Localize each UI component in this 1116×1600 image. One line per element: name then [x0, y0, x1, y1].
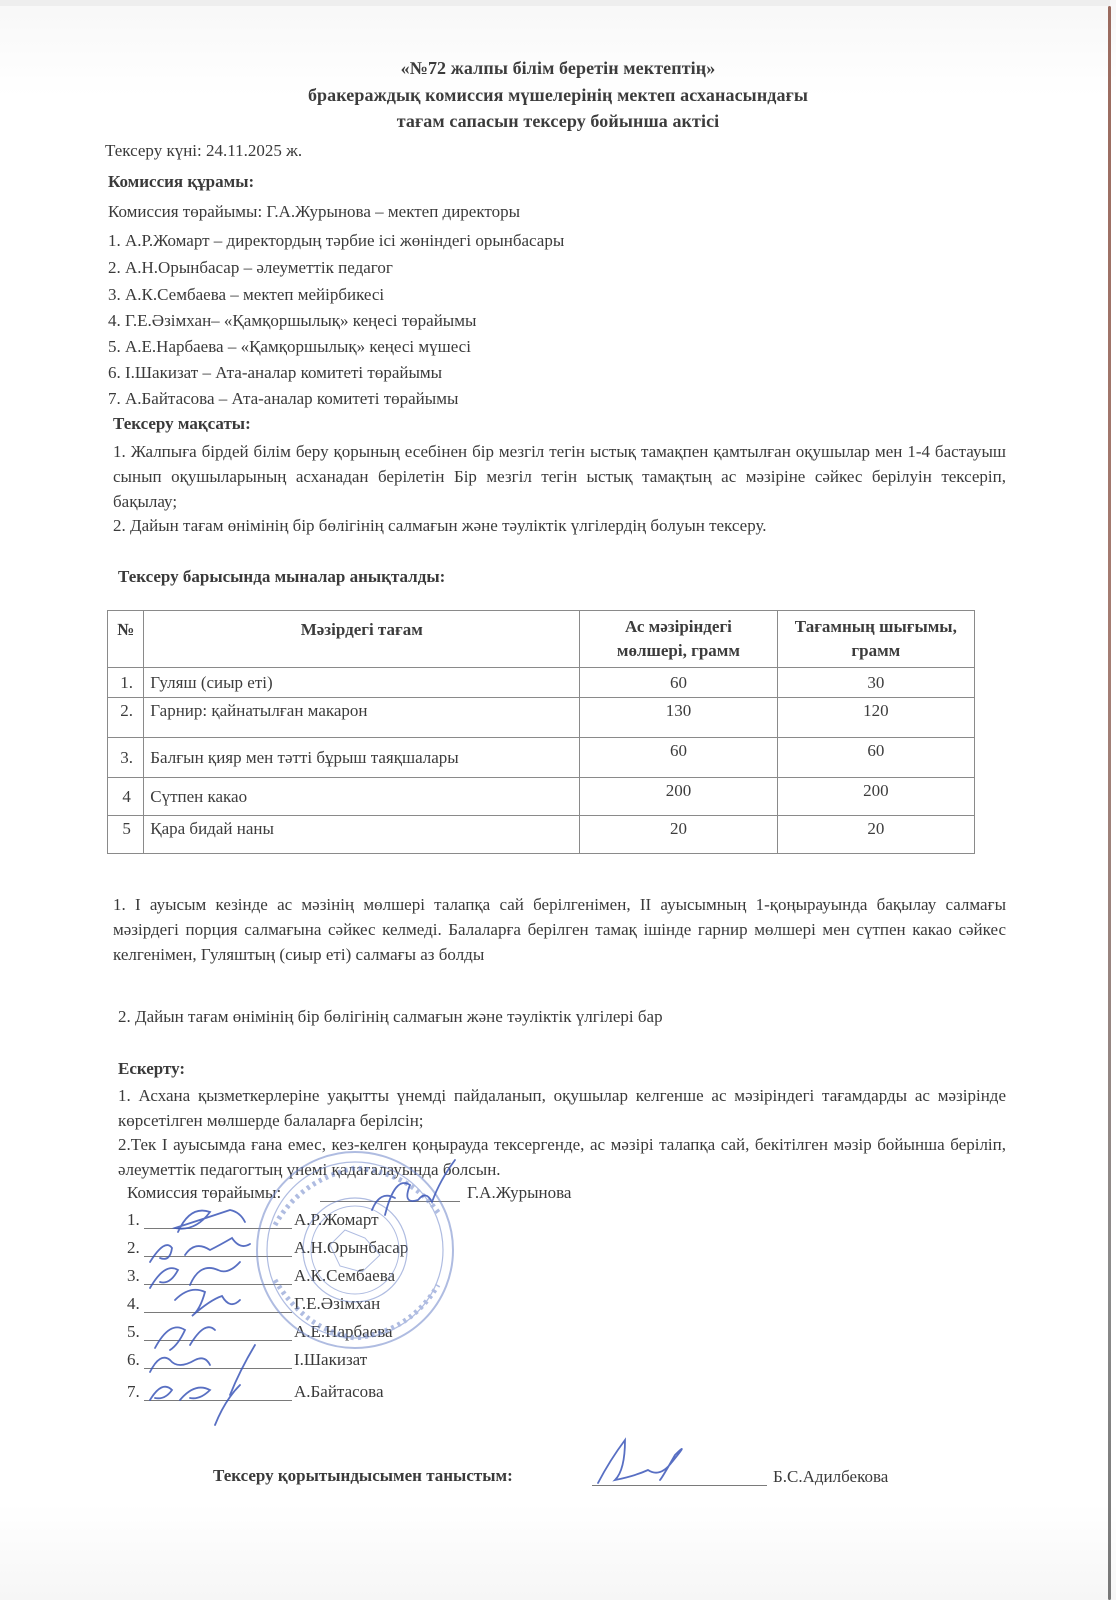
- table-row: [108, 816, 975, 854]
- row-actual-grams: 30: [777, 668, 974, 698]
- row-dish: Балғын қияр мен тәтті бұрыш таяқшалары: [144, 738, 580, 778]
- note-1: 1. Асхана қызметкерлеріне уақытты үнемді пайдаланып, оқушылар келгенше ас мәзіріндегі тағамдарды ас мәзірінде көрсетілген мөлшерде балаларға берілсін;: [118, 1086, 1006, 1130]
- member-sign-name: А.Р.Жомарт: [294, 1210, 379, 1229]
- table-row: [108, 698, 975, 738]
- acknowledged-name: Б.С.Адилбекова: [773, 1467, 889, 1486]
- document-title-line-1: «№72 жалпы білім беретін мектептің»: [400, 58, 716, 78]
- member-signature-line: [144, 1228, 292, 1229]
- member-signature-line: [144, 1368, 292, 1369]
- header-num: №: [108, 611, 144, 668]
- table-header-row: [108, 611, 975, 668]
- member-sign-num: 4.: [127, 1294, 140, 1313]
- row-dish: Гарнир: қайнатылған макарон: [144, 698, 580, 738]
- purpose-heading: Тексеру мақсаты:: [113, 414, 251, 433]
- commission-member: 4. Г.Е.Әзімхан– «Қамқоршылық» кеңесі төрайымы: [108, 311, 477, 330]
- member-signature-line: [144, 1312, 292, 1313]
- chair-signature-line: [320, 1201, 460, 1202]
- commission-chair: Комиссия төрайымы: Г.А.Журынова – мектеп директоры: [108, 202, 521, 221]
- note-2: 2.Тек І ауысымда ғана емес, кез-келген қоңырауда тексергенде, ас мәзірі талапқа сай, бекітілген мәзір бойынша беріліп, әлеуметтік педагогтың үнемі қадағалауында болсын.: [118, 1135, 1006, 1179]
- row-menu-grams: 60: [580, 738, 777, 778]
- row-dish: Қара бидай наны: [144, 816, 580, 854]
- member-sign-num: 2.: [127, 1238, 140, 1257]
- menu-table: [107, 610, 975, 854]
- member-sign-num: 7.: [127, 1382, 140, 1401]
- table-row: [108, 668, 975, 698]
- member-signature-line: [144, 1400, 292, 1401]
- commission-member: 3. А.К.Сембаева – мектеп мейірбикесі: [108, 285, 385, 304]
- row-num: 3.: [108, 738, 144, 778]
- member-sign-num: 5.: [127, 1322, 140, 1341]
- row-num: 4: [108, 778, 144, 816]
- row-actual-grams: 60: [777, 738, 974, 778]
- row-actual-grams: 20: [777, 816, 974, 854]
- acknowledged-label: Тексеру қорытындысымен таныстым:: [213, 1466, 513, 1485]
- row-dish: Гуляш (сиыр еті): [144, 668, 580, 698]
- row-actual-grams: 120: [777, 698, 974, 738]
- row-dish: Сүтпен какао: [144, 778, 580, 816]
- row-num: 2.: [108, 698, 144, 738]
- inspection-date: Тексеру күні: 24.11.2025 ж.: [105, 141, 303, 160]
- commission-member: 2. А.Н.Орынбасар – әлеуметтік педагог: [108, 258, 393, 277]
- member-sign-name: І.Шакизат: [294, 1350, 368, 1369]
- handwritten-signatures-icon: [150, 1160, 682, 1483]
- table-row: [108, 778, 975, 816]
- table-row: [108, 738, 975, 778]
- document-title-line-2: бракераждық комиссия мүшелерінің мектеп асханасындағы: [307, 85, 809, 105]
- finding-1: 1. І ауысым кезінде ас мәзінің мөлшері талапқа сай берілгенімен, ІІ ауысымның 1-қоңырауында бақылау салмағы мәзірдегі порция салмағына сәйкес келмеді. Балаларға берілген тамақ ішінде гарнир мөлшері мен сүтпен какао сәйкес келгенімен, Гуляштың (сиыр еті) салмағы аз болды: [113, 895, 1006, 964]
- member-signature-line: [144, 1284, 292, 1285]
- purpose-item-1: 1. Жалпыға бірдей білім беру қорының есебінен бір мезгіл тегін ыстық тамақпен қамтылған оқушылар мен 1-4 бастауыш сынып оқушыларының асханадан берілетін Бір мезгіл тегін ыстық тамақтың ас мәзіріне сәйкес берілуін тексеріп, бақылау;: [113, 442, 1006, 511]
- row-num: 1.: [108, 668, 144, 698]
- note-heading: Ескерту:: [118, 1059, 186, 1078]
- finding-2: 2. Дайын тағам өнімінің бір бөлігінің салмағын және тәуліктік үлгілері бар: [118, 1007, 663, 1026]
- commission-heading: Комиссия құрамы:: [108, 172, 255, 191]
- header-dish: Мәзірдегі тағам: [144, 611, 580, 668]
- member-sign-num: 3.: [127, 1266, 140, 1285]
- chair-signature-label: Комиссия төрайымы:: [127, 1183, 282, 1202]
- row-menu-grams: 60: [580, 668, 777, 698]
- member-sign-name: А.Е.Нарбаева: [294, 1322, 393, 1341]
- scan-top-edge: [0, 0, 1110, 6]
- findings-heading: Тексеру барысында мыналар анықталды:: [118, 567, 446, 586]
- commission-member: 7. А.Байтасова – Ата-аналар комитеті төрайымы: [108, 389, 459, 408]
- header-menu-grams: Ас мәзіріндегі мөлшері, грамм: [580, 611, 777, 668]
- row-menu-grams: 20: [580, 816, 777, 854]
- member-sign-name: Г.Е.Әзімхан: [294, 1294, 381, 1313]
- member-sign-name: А.Н.Орынбасар: [294, 1238, 409, 1257]
- commission-member: 5. А.Е.Нарбаева – «Қамқоршылық» кеңесі мүшесі: [108, 337, 471, 356]
- chair-signature-name: Г.А.Журынова: [467, 1183, 572, 1202]
- member-sign-num: 6.: [127, 1350, 140, 1369]
- commission-member: 1. А.Р.Жомарт – директордың тәрбие ісі жөніндегі орынбасары: [108, 231, 565, 250]
- member-sign-name: А.Байтасова: [294, 1382, 384, 1401]
- acknowledged-signature-line: [592, 1485, 767, 1486]
- member-signature-line: [144, 1256, 292, 1257]
- member-sign-name: А.К.Сембаева: [294, 1266, 396, 1285]
- row-num: 5: [108, 816, 144, 854]
- row-actual-grams: 200: [777, 778, 974, 816]
- row-menu-grams: 200: [580, 778, 777, 816]
- scan-right-edge: [1108, 6, 1111, 1600]
- member-sign-num: 1.: [127, 1210, 140, 1229]
- row-menu-grams: 130: [580, 698, 777, 738]
- member-signature-line: [144, 1340, 292, 1341]
- document-title-line-3: тағам сапасын тексеру бойынша актісі: [396, 111, 720, 131]
- purpose-item-2: 2. Дайын тағам өнімінің бір бөлігінің салмағын және тәуліктік үлгілердің болуын тексеру.: [113, 516, 767, 535]
- header-actual-grams: Тағамның шығымы, грамм: [777, 611, 974, 668]
- commission-member: 6. І.Шакизат – Ата-аналар комитеті төрайымы: [108, 363, 443, 382]
